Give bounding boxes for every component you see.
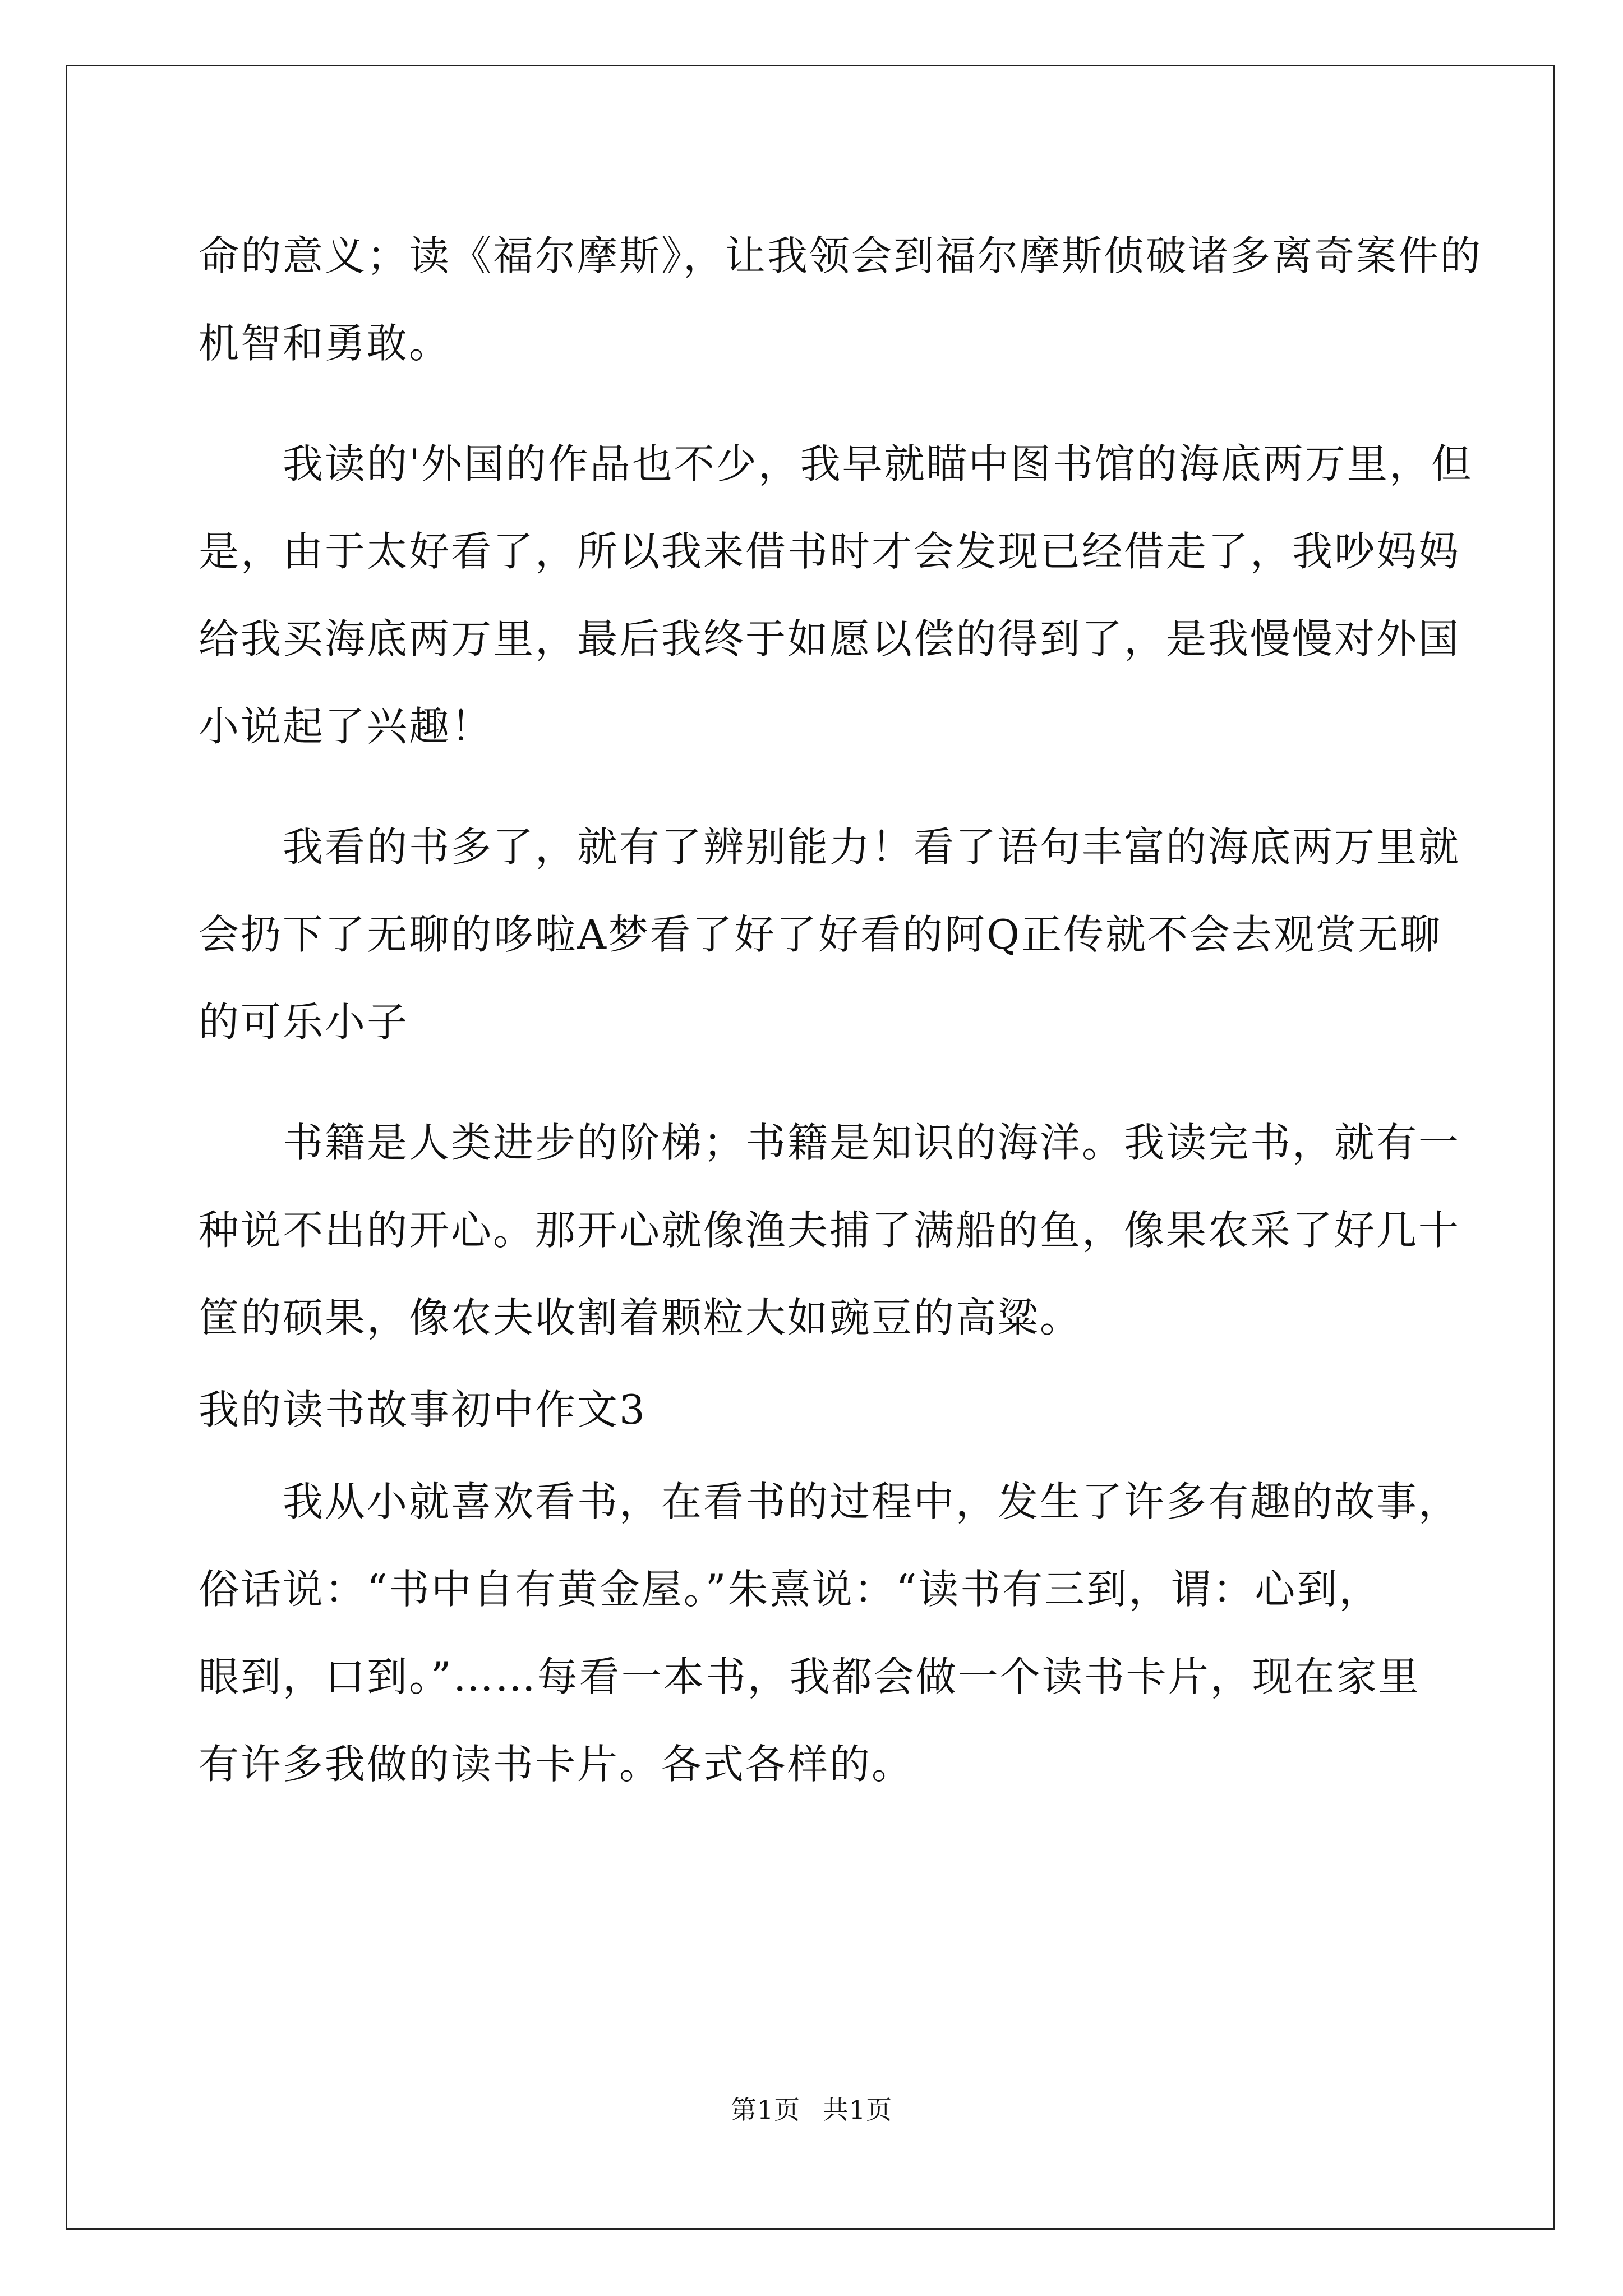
page-number: 第1页 (730, 2095, 801, 2125)
text-line: 俗话说：“书中自有黄金屋。”朱熹说：“读书有三到，谓：心到， (199, 1566, 1381, 1613)
section-heading: 我的读书故事初中作文3 (199, 1386, 647, 1433)
text-line: 的可乐小子 (199, 999, 409, 1046)
text-line: 命的意义；读《福尔摩斯》，让我领会到福尔摩斯侦破诸多离奇案件的 (199, 232, 1483, 279)
text-line: 我看的书多了，就有了辨别能力！看了语句丰富的海底两万里就 (283, 823, 1461, 871)
text-line: 会扔下了无聊的哆啦A梦看了好了好看的阿Q正传就不会去观赏无聊 (199, 911, 1442, 958)
text-line: 给我买海底两万里，最后我终于如愿以偿的得到了，是我慢慢对外国 (199, 615, 1461, 662)
text-line: 书籍是人类进步的阶梯；书籍是知识的海洋。我读完书，就有一 (283, 1119, 1461, 1166)
text-line: 眼到，口到。”……每看一本书，我都会做一个读书卡片，现在家里 (199, 1653, 1421, 1700)
page-footer (0, 2090, 1623, 2127)
text-line: 筐的硕果，像农夫收割着颗粒大如豌豆的高粱。 (199, 1294, 1082, 1341)
text-line: 我读的'外国的作品也不少，我早就瞄中图书馆的海底两万里，但 (283, 440, 1473, 487)
text-line: 有许多我做的读书卡片。各式各样的。 (199, 1741, 914, 1788)
text-line: 机智和勇敢。 (199, 320, 451, 367)
text-line: 小说起了兴趣！ (199, 703, 494, 750)
text-line: 是，由于太好看了，所以我来借书时才会发现已经借走了，我吵妈妈 (199, 528, 1461, 575)
text-line: 我从小就喜欢看书，在看书的过程中，发生了许多有趣的故事， (283, 1478, 1461, 1525)
document-body (199, 212, 1483, 1808)
text-line: 种说不出的开心。那开心就像渔夫捕了满船的鱼，像果农采了好几十 (199, 1207, 1461, 1254)
page-total: 共1页 (822, 2095, 893, 2125)
